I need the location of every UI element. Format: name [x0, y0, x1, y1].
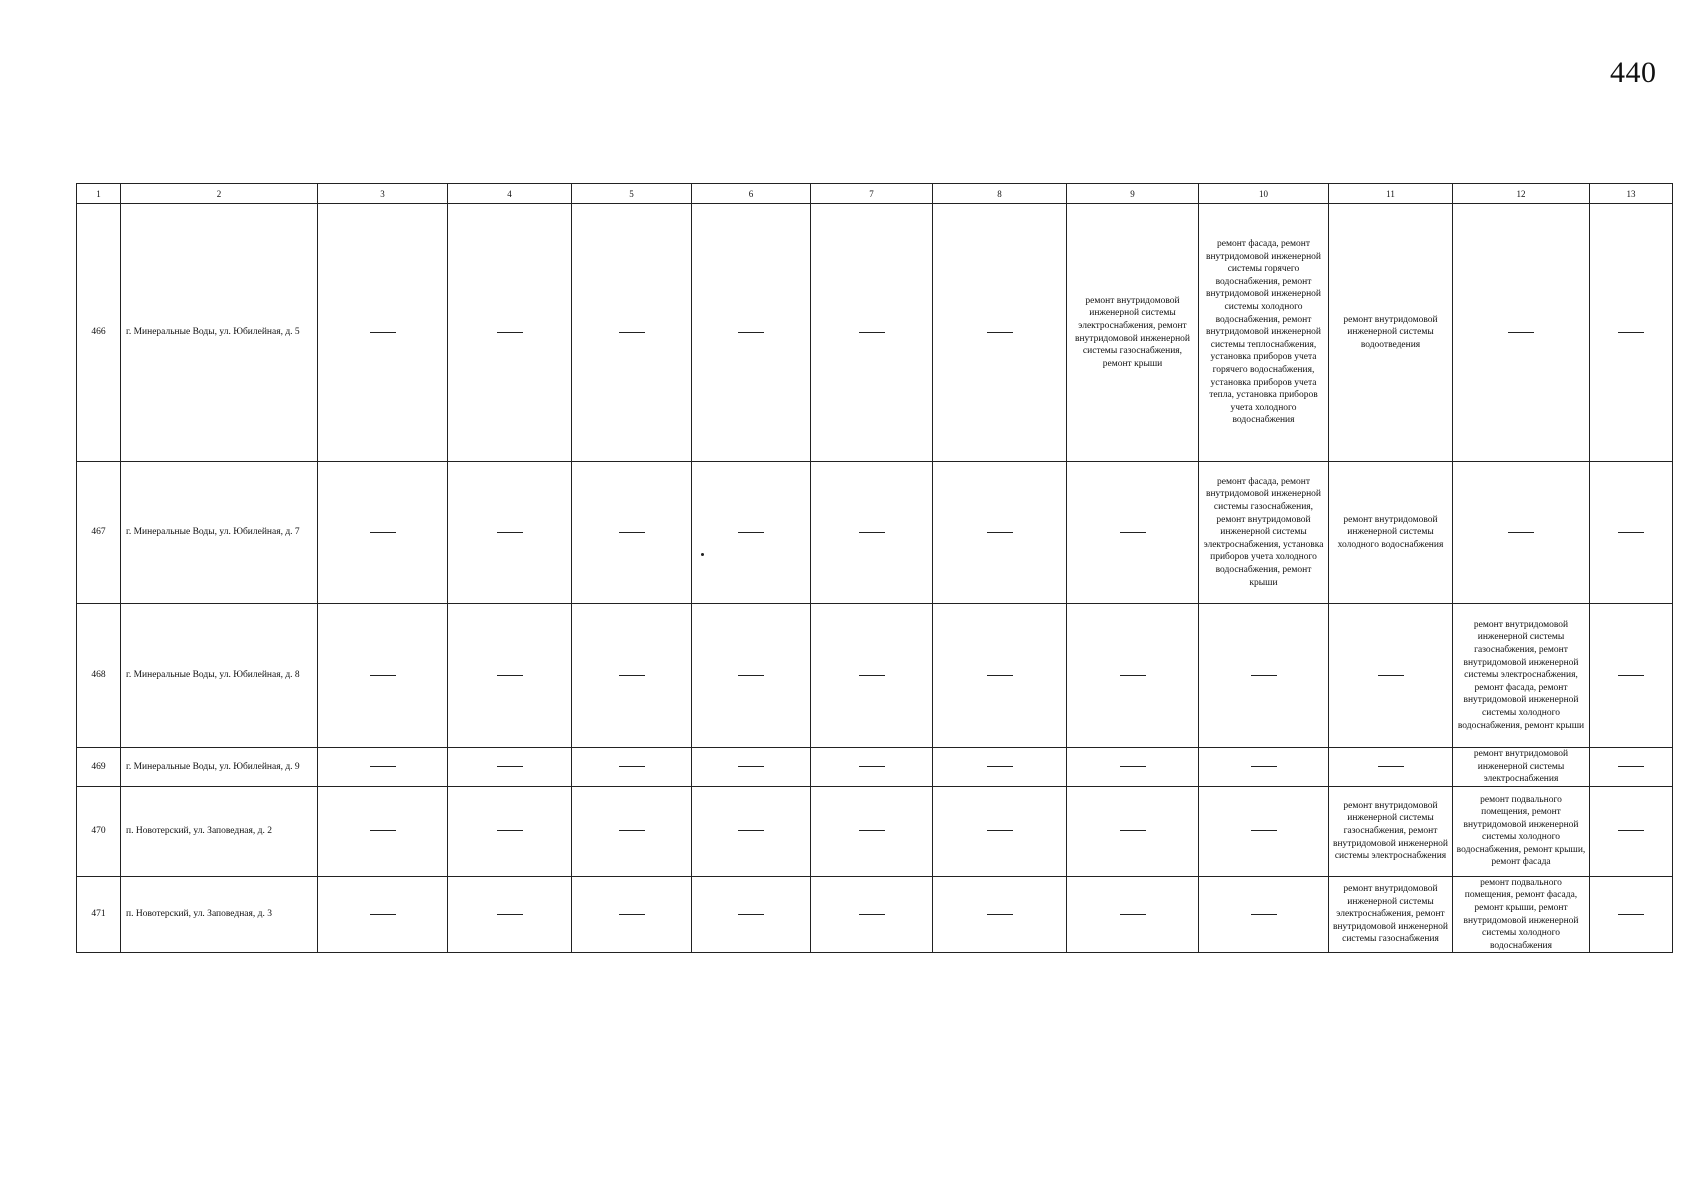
address-cell: г. Минеральные Воды, ул. Юбилейная, д. 7: [121, 462, 318, 604]
dash-mark: [987, 766, 1013, 767]
dash-mark: [370, 332, 396, 333]
dash-mark: [738, 914, 764, 915]
dash-mark: [859, 675, 885, 676]
row-number: 471: [77, 876, 121, 953]
data-cell: ремонт фасада, ремонт внутридомовой инженерной системы горячего водоснабжения, ремонт внутридомовой инженерной системы холодного водоснабжения, ремонт внутридомовой инженерной системы теплоснабжения, установка приборов учета горячего водоснабжения, установка приборов учета тепла, установка приборов учета холодного водоснабжения: [1199, 204, 1329, 462]
table-row: [77, 786, 1673, 876]
empty-cell-dash: [572, 204, 692, 462]
table-row: [77, 604, 1673, 748]
empty-cell-dash: [1453, 204, 1590, 462]
empty-cell-dash: [811, 204, 933, 462]
column-number-row: [77, 184, 1673, 204]
empty-cell-dash: [448, 204, 572, 462]
empty-cell-dash: [318, 604, 448, 748]
address-cell: г. Минеральные Воды, ул. Юбилейная, д. 9: [121, 748, 318, 787]
data-cell: ремонт фасада, ремонт внутридомовой инженерной системы газоснабжения, ремонт внутридомовой инженерной системы электроснабжения, установка приборов учета холодного водоснабжения, ремонт крыши: [1199, 462, 1329, 604]
dash-mark: [1120, 766, 1146, 767]
dash-mark: [1508, 332, 1534, 333]
column-header: 9: [1067, 184, 1199, 204]
dash-mark: [370, 766, 396, 767]
dash-mark: [859, 532, 885, 533]
dash-mark: [738, 532, 764, 533]
dash-mark: [859, 914, 885, 915]
empty-cell-dash: [692, 462, 811, 604]
empty-cell-dash: [1590, 786, 1673, 876]
dash-mark: [1618, 532, 1644, 533]
repair-schedule-table: [76, 183, 1673, 953]
dash-mark: [497, 830, 523, 831]
empty-cell-dash: [572, 604, 692, 748]
empty-cell-dash: [1067, 462, 1199, 604]
dash-mark: [619, 532, 645, 533]
dash-mark: [738, 830, 764, 831]
data-cell: ремонт внутридомовой инженерной системы газоснабжения, ремонт внутридомовой инженерной системы электроснабжения: [1329, 786, 1453, 876]
column-header: 6: [692, 184, 811, 204]
empty-cell-dash: [933, 462, 1067, 604]
column-header: 4: [448, 184, 572, 204]
dash-mark: [1251, 675, 1277, 676]
dash-mark: [987, 532, 1013, 533]
dash-mark: [1618, 830, 1644, 831]
dash-mark: [987, 332, 1013, 333]
address-cell: г. Минеральные Воды, ул. Юбилейная, д. 5: [121, 204, 318, 462]
scan-speck: [701, 553, 704, 556]
empty-cell-dash: [1067, 604, 1199, 748]
address-cell: п. Новотерский, ул. Заповедная, д. 3: [121, 876, 318, 953]
empty-cell-dash: [1453, 462, 1590, 604]
empty-cell-dash: [692, 876, 811, 953]
dash-mark: [497, 914, 523, 915]
dash-mark: [1120, 914, 1146, 915]
empty-cell-dash: [1590, 748, 1673, 787]
dash-mark: [619, 675, 645, 676]
empty-cell-dash: [572, 462, 692, 604]
empty-cell-dash: [318, 786, 448, 876]
data-cell: ремонт внутридомовой инженерной системы электроснабжения: [1453, 748, 1590, 787]
row-number: 466: [77, 204, 121, 462]
dash-mark: [1508, 532, 1534, 533]
dash-mark: [619, 332, 645, 333]
empty-cell-dash: [1329, 748, 1453, 787]
empty-cell-dash: [1329, 604, 1453, 748]
column-header: 8: [933, 184, 1067, 204]
address-cell: п. Новотерский, ул. Заповедная, д. 2: [121, 786, 318, 876]
dash-mark: [619, 766, 645, 767]
column-header: 13: [1590, 184, 1673, 204]
dash-mark: [619, 830, 645, 831]
empty-cell-dash: [933, 748, 1067, 787]
empty-cell-dash: [448, 462, 572, 604]
empty-cell-dash: [811, 462, 933, 604]
data-cell: ремонт внутридомовой инженерной системы электроснабжения, ремонт внутридомовой инженерной системы газоснабжения, ремонт крыши: [1067, 204, 1199, 462]
empty-cell-dash: [933, 786, 1067, 876]
dash-mark: [859, 766, 885, 767]
table-row: [77, 204, 1673, 462]
dash-mark: [738, 766, 764, 767]
empty-cell-dash: [318, 748, 448, 787]
page-number: 440: [1610, 56, 1657, 89]
dash-mark: [497, 532, 523, 533]
empty-cell-dash: [811, 748, 933, 787]
dash-mark: [497, 675, 523, 676]
dash-mark: [1251, 830, 1277, 831]
dash-mark: [1618, 766, 1644, 767]
data-cell: ремонт внутридомовой инженерной системы водоотведения: [1329, 204, 1453, 462]
empty-cell-dash: [572, 876, 692, 953]
dash-mark: [1618, 675, 1644, 676]
table-row: [77, 876, 1673, 953]
dash-mark: [1378, 675, 1404, 676]
dash-mark: [1378, 766, 1404, 767]
row-number: 470: [77, 786, 121, 876]
empty-cell-dash: [1590, 604, 1673, 748]
empty-cell-dash: [692, 786, 811, 876]
dash-mark: [1120, 532, 1146, 533]
column-header: 7: [811, 184, 933, 204]
empty-cell-dash: [933, 604, 1067, 748]
dash-mark: [859, 332, 885, 333]
data-cell: ремонт внутридомовой инженерной системы газоснабжения, ремонт внутридомовой инженерной системы электроснабжения, ремонт фасада, ремонт внутридомовой инженерной системы холодного водоснабжения, ремонт крыши: [1453, 604, 1590, 748]
address-cell: г. Минеральные Воды, ул. Юбилейная, д. 8: [121, 604, 318, 748]
empty-cell-dash: [692, 748, 811, 787]
dash-mark: [1251, 766, 1277, 767]
empty-cell-dash: [1067, 786, 1199, 876]
empty-cell-dash: [318, 462, 448, 604]
empty-cell-dash: [811, 876, 933, 953]
column-header: 2: [121, 184, 318, 204]
empty-cell-dash: [933, 876, 1067, 953]
dash-mark: [1618, 332, 1644, 333]
empty-cell-dash: [811, 604, 933, 748]
empty-cell-dash: [1199, 748, 1329, 787]
empty-cell-dash: [448, 604, 572, 748]
dash-mark: [370, 914, 396, 915]
empty-cell-dash: [692, 604, 811, 748]
empty-cell-dash: [318, 204, 448, 462]
column-header: 5: [572, 184, 692, 204]
empty-cell-dash: [692, 204, 811, 462]
dash-mark: [370, 532, 396, 533]
dash-mark: [1251, 914, 1277, 915]
dash-mark: [370, 830, 396, 831]
dash-mark: [738, 332, 764, 333]
dash-mark: [497, 766, 523, 767]
empty-cell-dash: [1067, 876, 1199, 953]
dash-mark: [1120, 675, 1146, 676]
column-header: 1: [77, 184, 121, 204]
data-cell: ремонт внутридомовой инженерной системы электроснабжения, ремонт внутридомовой инженерной системы газоснабжения: [1329, 876, 1453, 953]
table-row: [77, 748, 1673, 787]
empty-cell-dash: [1590, 876, 1673, 953]
column-header: 11: [1329, 184, 1453, 204]
column-header: 3: [318, 184, 448, 204]
empty-cell-dash: [811, 786, 933, 876]
empty-cell-dash: [318, 876, 448, 953]
data-cell: ремонт подвального помещения, ремонт фасада, ремонт крыши, ремонт внутридомовой инженерной системы холодного водоснабжения: [1453, 876, 1590, 953]
dash-mark: [370, 675, 396, 676]
data-cell: ремонт подвального помещения, ремонт внутридомовой инженерной системы холодного водоснабжения, ремонт крыши, ремонт фасада: [1453, 786, 1590, 876]
column-header: 10: [1199, 184, 1329, 204]
empty-cell-dash: [1199, 786, 1329, 876]
dash-mark: [987, 675, 1013, 676]
dash-mark: [1618, 914, 1644, 915]
empty-cell-dash: [1590, 204, 1673, 462]
dash-mark: [987, 914, 1013, 915]
row-number: 469: [77, 748, 121, 787]
row-number: 468: [77, 604, 121, 748]
column-header: 12: [1453, 184, 1590, 204]
empty-cell-dash: [448, 786, 572, 876]
dash-mark: [497, 332, 523, 333]
empty-cell-dash: [448, 876, 572, 953]
row-number: 467: [77, 462, 121, 604]
empty-cell-dash: [1590, 462, 1673, 604]
dash-mark: [1120, 830, 1146, 831]
empty-cell-dash: [572, 786, 692, 876]
empty-cell-dash: [1067, 748, 1199, 787]
empty-cell-dash: [1199, 604, 1329, 748]
dash-mark: [738, 675, 764, 676]
empty-cell-dash: [933, 204, 1067, 462]
table-row: [77, 462, 1673, 604]
dash-mark: [859, 830, 885, 831]
dash-mark: [987, 830, 1013, 831]
empty-cell-dash: [448, 748, 572, 787]
empty-cell-dash: [572, 748, 692, 787]
empty-cell-dash: [1199, 876, 1329, 953]
data-cell: ремонт внутридомовой инженерной системы холодного водоснабжения: [1329, 462, 1453, 604]
dash-mark: [619, 914, 645, 915]
